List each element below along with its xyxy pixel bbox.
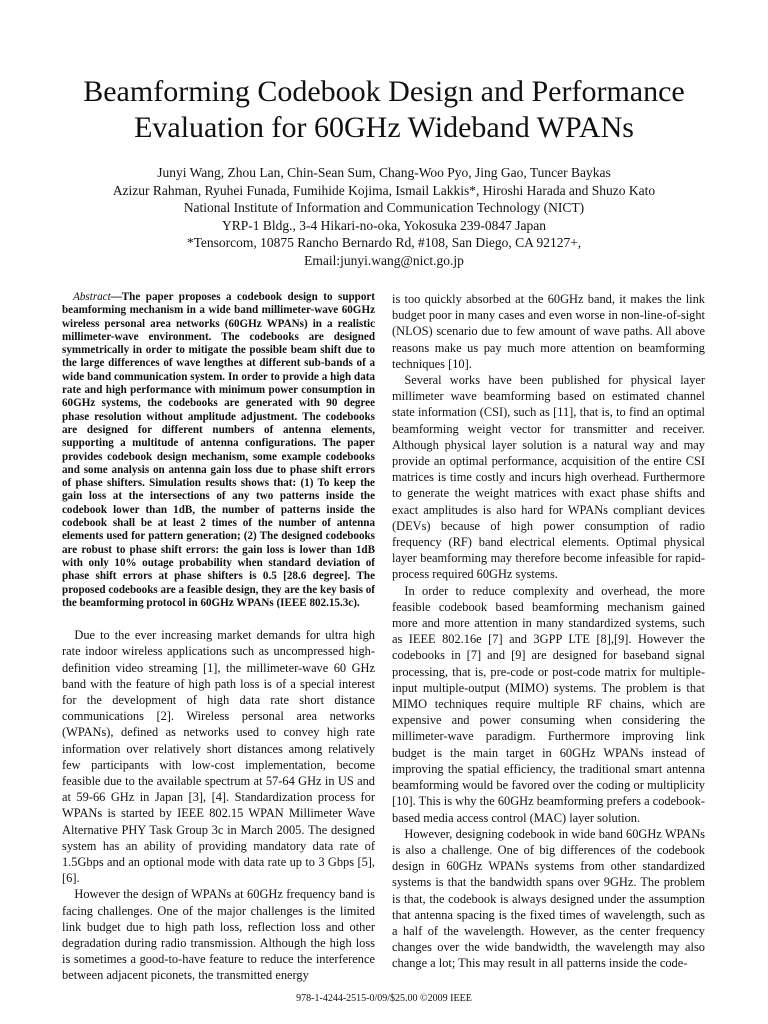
- right-column: [392, 291, 705, 972]
- paragraph: Several works have been published for physical layer millimeter wave beamforming based on estimated channel state information (CSI), such as [11], that is, to find an optimal beamforming weight vector for transmitter and receiver. Although physical layer solution is a natural way and may provide an optimal performance, acquisition of the entire CSI matrices is time costly and incurs high overhead. Furthermore to generate the weight matrices with exact phase shifts and exact amplitudes is also hard for WPANs compliant devices (DEVs) because of high power consumption of radio frequency (RF) band electrical elements. Optimal physical layer beamforming may therefore become infeasible for rapid-process required 60GHz systems.: [392, 373, 705, 582]
- left-column: [62, 291, 375, 984]
- paragraph: However, designing codebook in wide band 60GHz WPANs is also a challenge. One of big differences of the codebook design in 60GHz WPANs systems from other standardized systems is that the bandwidth spans over 9GHz. The problem is that, the codebook is always designed under the assumption that antenna spacing is the fixed times of wavelength, such as a half of the wavelength. However, as the center frequency changes over the wide bandwidth, the wavelength may also change a lot; This may result in all patterns inside the code-: [392, 826, 705, 971]
- abstract: [62, 291, 375, 610]
- affiliation: National Institute of Information and Communication Technology (NICT): [183, 200, 585, 215]
- abstract-label: Abstract: [73, 291, 111, 303]
- copyright-footer: 978-1-4244-2515-0/09/$25.00 ©2009 IEEE: [296, 993, 472, 1004]
- paragraph-continued: is too quickly absorbed at the 60GHz band, it makes the link budget poor in many cases and even worse in non-line-of-sight (NLOS) scenario due to few amount of wave paths. All above reasons make us pay much more attention on beamforming techniques [10].: [392, 292, 705, 371]
- address: YRP-1 Bldg., 3-4 Hikari-no-oka, Yokosuka 239-0847 Japan: [222, 217, 546, 233]
- title-line-2: Evaluation for 60GHz Wideband WPANs: [134, 111, 634, 144]
- author-names-line-2: Azizur Rahman, Ryuhei Funada, Fumihide Kojima, Ismail Lakkis*, Hiroshi Harada and Shuzo Kato: [112, 182, 656, 198]
- email: Email:junyi.wang@nict.go.jp: [304, 252, 464, 268]
- paragraph: Due to the ever increasing market demands for ultra high rate indoor wireless applications such as uncompressed high-definition video streaming [1], the millimeter-wave 60 GHz band with the feature of high path loss is of a special interest for the development of high data rate short distance communications [2]. Wireless personal area networks (WPANs), defined as networks used to convey high rate information over relatively short distances among relatively few participants with low-cost implementation, become feasible due to the available spectrum at 57-64 GHz in US and at 59-66 GHz in Japan [3], [4]. Standardization process for WPANs is started by IEEE 802.15 WPAN Millimeter Wave Alternative PHY Task Group 3c in March 2005. The designed system has an ability of providing mandatory data rate of 1.5Gbps and an optional mode with data rate up to 3 Gbps [5], [6].: [62, 628, 375, 886]
- paper-title: [40, 74, 728, 146]
- affiliation-2: *Tensorcom, 10875 Rancho Bernardo Rd, #108, San Diego, CA 92127+,: [186, 235, 582, 250]
- author-block: [40, 164, 728, 269]
- paragraph: In order to reduce complexity and overhead, the more feasible codebook based beamforming mechanism gained more and more attention in many standardized systems, such as IEEE 802.16e [7] and 3GPP LTE [8],[9]. However the codebooks in [7] and [9] are designed for baseband signal processing, that is, pre-code or post-code matrix for multiple-input multiple-output (MIMO) systems. The problem is that MIMO techniques require multiple RF chains, which are expensive and power consuming when considering the millimeter-wave paradigm. Furthermore improving link budget is the main target in 60GHz WPANs instead of improving the spatial efficiency, the traditional smart antenna beamforming would be favored over the coding or multiplicity [10]. This is why the 60GHz beamforming prefers a codebook-based media access control (MAC) layer solution.: [392, 583, 705, 825]
- paragraph: However the design of WPANs at 60GHz frequency band is facing challenges. One of the major challenges is the limited link budget due to high path loss, reflection loss and other degradation during radio transmission. Although the high loss is sometimes a good-to-have feature to reduce the interference between adjacent piconets, the transmitted energy: [62, 887, 375, 983]
- author-names-line-1: Junyi Wang, Zhou Lan, Chin-Sean Sum, Chang-Woo Pyo, Jing Gao, Tuncer Baykas: [157, 165, 611, 180]
- title-line-1: Beamforming Codebook Design and Performance: [83, 75, 685, 108]
- abstract-text: —The paper proposes a codebook design to support beamforming mechanism in a wide band millimeter-wave 60GHz wireless personal area networks (60GHz WPANs) in a realistic millimeter-wave environment. The codebooks are designed symmetrically in order to mitigate the possible beam shift due to the large differences of wave lengthes at different sub-bands of a wide band communication system. In order to provide a high data rate and high performance with minimum power consumption in 60GHz systems, the codebooks are generated with 90 degree phase resolution without amplitude adjustment. The codebooks are designed for different numbers of antenna elements, supporting a multitude of antenna configurations. The paper provides codebook design mechanism, some example codebooks and some analysis on antenna gain loss due to phase shift errors of phase shifters. Simulation results shows that: (1) To keep the gain loss at the intersections of any two patterns inside the codebook lower than 1dB, the number of patterns inside the codebook shall be at least 2 times of the number of antenna elements used for pattern generation; (2) The designed codebooks are robust to phase shift errors: the gain loss is lower than 1dB with only 10% outage probability when standard deviation of phase shift errors at phase shifters is 0.5 [28.6 degree]. The proposed codebooks are a feasible design, they are the key basis of the beamforming protocol in 60GHz WPANs (IEEE 802.15.3c).: [62, 291, 375, 609]
